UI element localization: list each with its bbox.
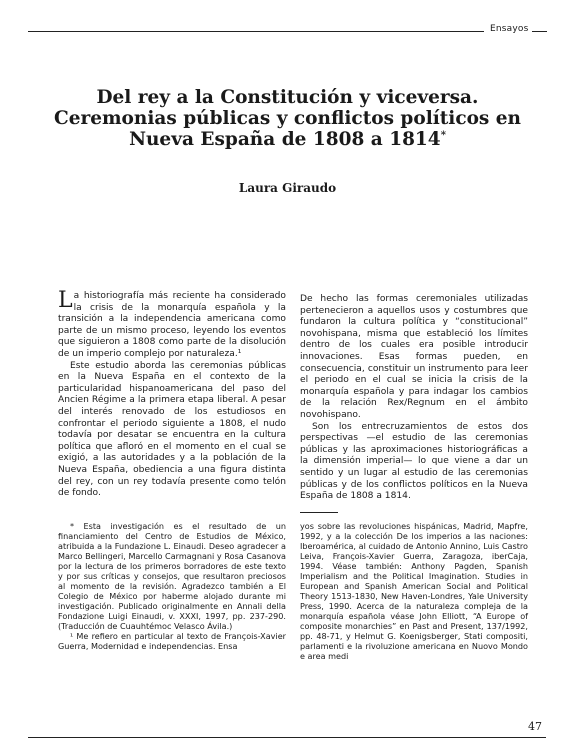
body-column-left bbox=[58, 288, 286, 500]
title-line-2: Ceremonias públicas y conflictos políticos en bbox=[53, 108, 522, 129]
footnote: * Esta investigación es el resultado de un financiamiento del Centro de Estudios de México, atribuida a la Fundazione L. Einaudi. Deseo agradecer a Marco Bellingeri, Marcello Carmagnani y Rosa Casanova por la lectura de los primeros borradores de este texto y por sus críticas y consejos, que resultaron preciosos al momento de la revisión. Agradezco también a El Colegio de México por haberme alojado durante mi investigación. Publicado originalmente en Annali della Fondazione Luigi Einaudi, v. XXXI, 1997, pp. 237-290. (Traducción de Cuauhtémoc Velasco Ávila.) bbox=[58, 521, 286, 631]
author-name: Laura Giraudo bbox=[238, 181, 337, 195]
drop-cap: L bbox=[58, 288, 73, 313]
paragraph-text: a historiografía más reciente ha considerado la crisis de la monarquía española y la transición a la independencia americana como parte de un mismo proceso, leyendo los eventos que siguieron a 1808 como parte de la disolución de un imperio complejo por naturaleza.¹ bbox=[58, 291, 286, 359]
paragraph bbox=[58, 288, 286, 361]
title-line-3-text: Nueva España de 1808 a 1814 bbox=[129, 129, 441, 150]
title-line-1: Del rey a la Constitución y viceversa. bbox=[96, 87, 479, 108]
title-line-3 bbox=[40, 129, 535, 150]
header-rule-right bbox=[532, 31, 547, 32]
paragraph: De hecho las formas ceremoniales utilizadas pertenecieron a aquellos usos y costumbres que fundaron la cultura política y “constitucional” novohispana, misma que estableció los límites dentro de los cuales era posible introducir innovaciones. Esas formas pueden, en consecuencia, constituir un instrumento para leer el periodo en el cual se inicia la crisis de la monarquía española y para indagar los cambios de la relación Rex/Regnum en el ámbito novohispano. bbox=[300, 294, 528, 420]
footnotes-right bbox=[300, 521, 528, 661]
header-rule bbox=[28, 31, 484, 32]
body-column-right bbox=[300, 294, 528, 503]
footnotes-left bbox=[58, 521, 286, 651]
section-label: Ensayos bbox=[490, 24, 529, 34]
footer-rule bbox=[28, 737, 546, 738]
title-footnote-marker: * bbox=[440, 129, 446, 141]
paragraph: Son los entrecruzamientos de estos dos perspectivas —el estudio de las ceremonias públicas y las aproximaciones historiográficas a la dimensión imperial— lo que viene a dar un sentido y un lugar al estudio de las ceremonias públicas y de los conflictos políticos en la Nueva España de 1808 a 1814. bbox=[300, 421, 528, 502]
page-number: 47 bbox=[528, 720, 542, 733]
footnote-continuation: yos sobre las revoluciones hispánicas, Madrid, Mapfre, 1992, y a la colección De los imperios a las naciones: Iberoamérica, al cuidado de Antonio Annino, Luis Castro Leiva, François-Xavier Guerra, Zaragoza, iberCaja, 1994. Véase también: Anthony Pagden, Spanish Imperialism and the Political Imagination. Studies in European and Spanish American Social and Political Theory 1513-1830, New Haven-Londres, Yale University Press, 1990. Acerca de la naturaleza compleja de la monarquía española véase John Elliott, “A Europe of composite monarchies” en Past and Present, 137/1992, pp. 48-71, y Helmut G. Koenigsberger, Stati compositi, parlamenti e la rivoluzione americana en Nuovo Mondo e area medi bbox=[300, 521, 528, 661]
paragraph: Este estudio aborda las ceremonias públicas en la Nueva España en el contexto de la particularidad hispanoamericana del paso del Ancien Régime a la primera etapa liberal. A pesar del interés renovado de los estudiosos en confrontar el periodo siguiente a 1808, el nudo todavía por desatar se encuentra en la cultura política que afloró en el momento en el cual se exigió, a las autoridades y a la población de la Nueva España, obediencia a una figura distinta del rey, con un rey todavía presente como telón de fondo. bbox=[58, 360, 286, 499]
footnote: ¹ Me refiero en particular al texto de François-Xavier Guerra, Modernidad e independencias. Ensa bbox=[58, 631, 286, 651]
article-title bbox=[40, 87, 535, 150]
footnote-rule bbox=[300, 512, 338, 513]
